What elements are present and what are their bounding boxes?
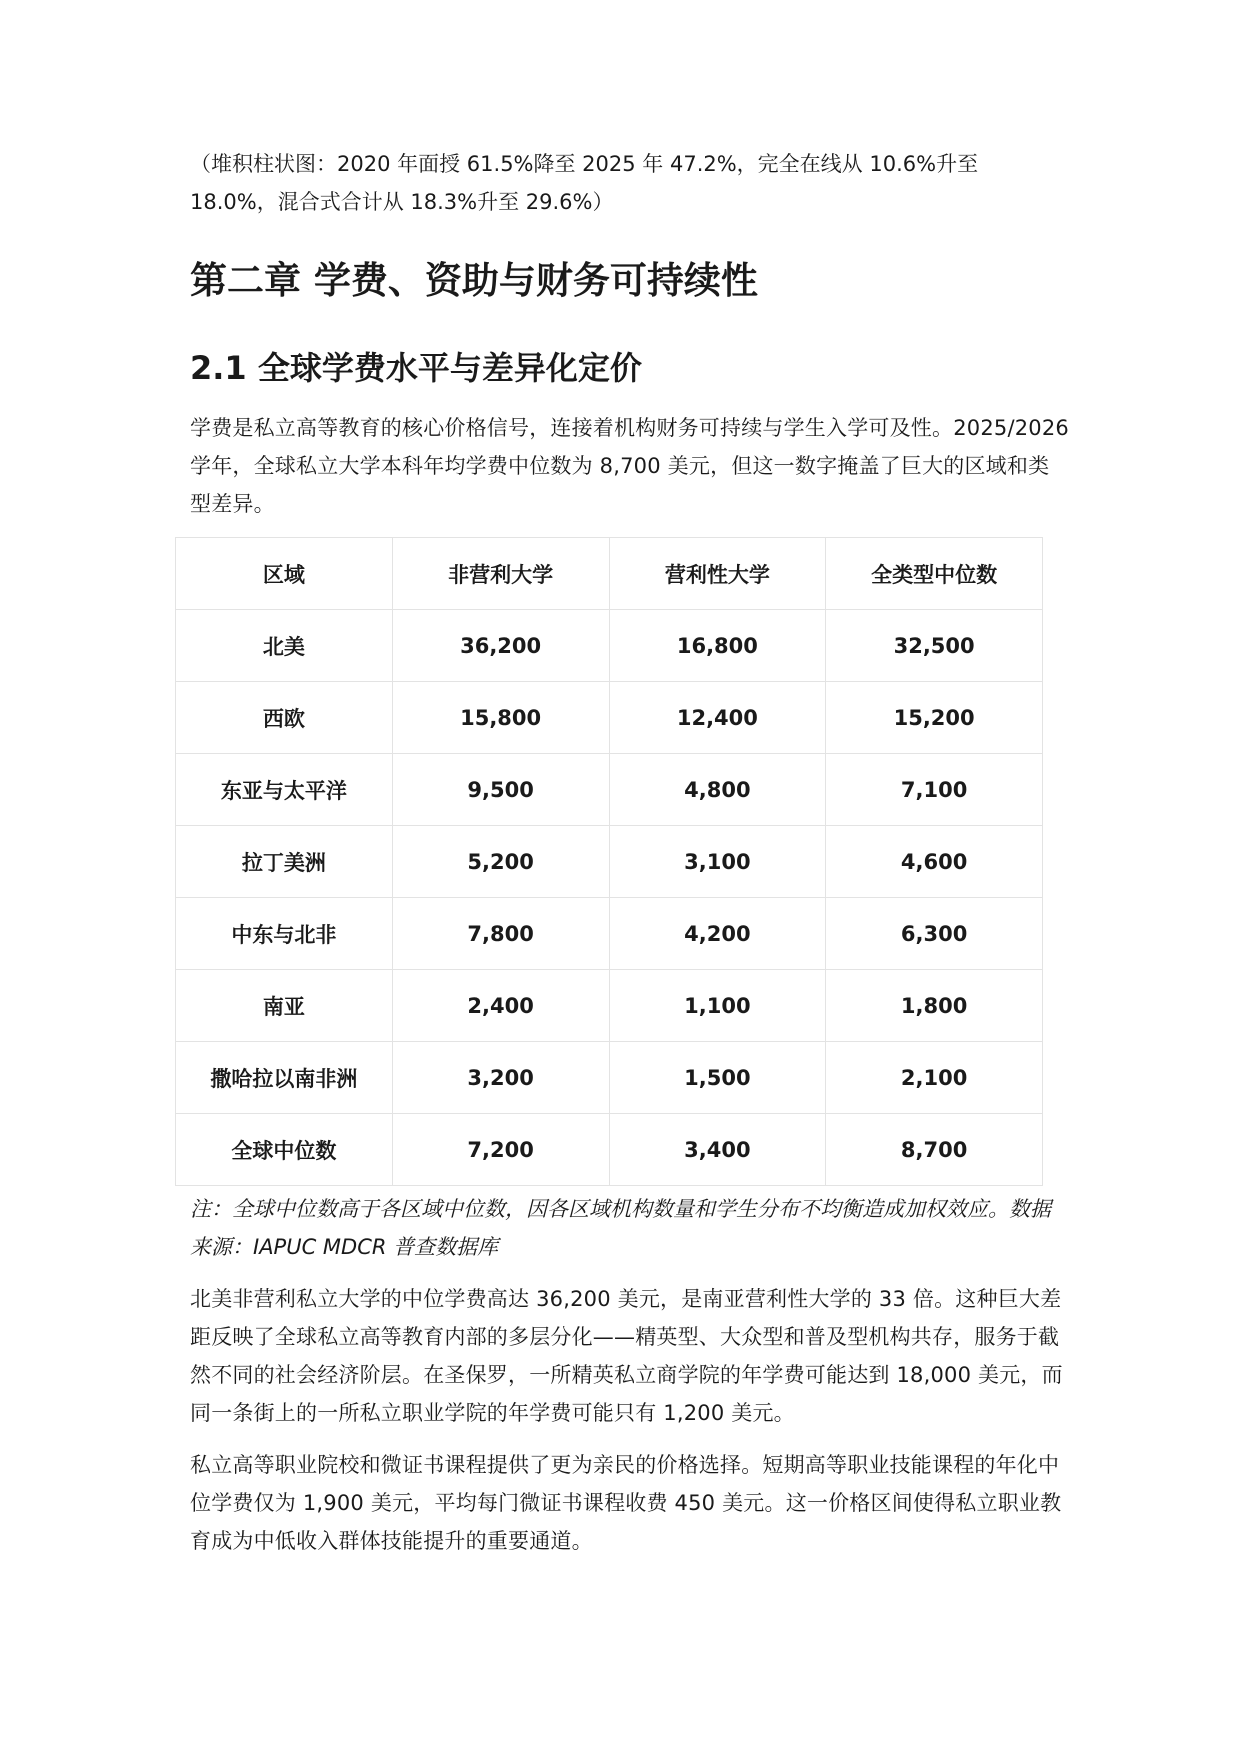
table-cell-median: 8,700 xyxy=(826,1114,1043,1186)
table-header-row xyxy=(176,538,1043,610)
table-cell-nonprofit: 15,800 xyxy=(392,682,609,754)
table-row xyxy=(176,682,1043,754)
table-row xyxy=(176,970,1043,1042)
table-header-cell: 非营利大学 xyxy=(392,538,609,610)
table-cell-nonprofit: 3,200 xyxy=(392,1042,609,1114)
table-cell-forprofit: 1,500 xyxy=(609,1042,826,1114)
table-cell-region: 拉丁美洲 xyxy=(176,826,393,898)
table-cell-region: 北美 xyxy=(176,610,393,682)
table-cell-nonprofit: 7,800 xyxy=(392,898,609,970)
table-cell-median: 15,200 xyxy=(826,682,1043,754)
table-row xyxy=(176,1114,1043,1186)
table-cell-median: 1,800 xyxy=(826,970,1043,1042)
table-row xyxy=(176,754,1043,826)
intro-paragraph: 学费是私立高等教育的核心价格信号，连接着机构财务可持续与学生入学可及性。2025/2026 学年，全球私立大学本科年均学费中位数为 8,700 美元，但这一数字掩盖了巨大的区域和类型差异。 xyxy=(190,416,1069,516)
table-cell-median: 7,100 xyxy=(826,754,1043,826)
table-cell-forprofit: 3,400 xyxy=(609,1114,826,1186)
table-cell-nonprofit: 7,200 xyxy=(392,1114,609,1186)
table-cell-forprofit: 12,400 xyxy=(609,682,826,754)
table-cell-median: 6,300 xyxy=(826,898,1043,970)
table-cell-nonprofit: 2,400 xyxy=(392,970,609,1042)
table-cell-median: 32,500 xyxy=(826,610,1043,682)
table-cell-nonprofit: 36,200 xyxy=(392,610,609,682)
chart-caption-note: （堆积柱状图：2020 年面授 61.5%降至 2025 年 47.2%，完全在线从 10.6%升至 18.0%，混合式合计从 18.3%升至 29.6%） xyxy=(190,152,979,214)
section-title: 2.1 全球学费水平与差异化定价 xyxy=(190,349,642,387)
table-row xyxy=(176,1042,1043,1114)
table-row xyxy=(176,826,1043,898)
table-cell-median: 4,600 xyxy=(826,826,1043,898)
table-cell-region: 中东与北非 xyxy=(176,898,393,970)
tuition-table xyxy=(175,537,1043,1186)
chapter-title: 第二章 学费、资助与财务可持续性 xyxy=(190,259,758,302)
table-cell-region: 东亚与太平洋 xyxy=(176,754,393,826)
table-cell-region: 撒哈拉以南非洲 xyxy=(176,1042,393,1114)
table-header-cell: 营利性大学 xyxy=(609,538,826,610)
body-paragraph: 北美非营利私立大学的中位学费高达 36,200 美元，是南亚营利性大学的 33 倍。这种巨大差距反映了全球私立高等教育内部的多层分化——精英型、大众型和普及型机构共存，服务于截然不同的社会经济阶层。在圣保罗，一所精英私立商学院的年学费可能达到 18,000 美元，而同一条街上的一所私立职业学院的年学费可能只有 1,200 美元。 xyxy=(190,1287,1063,1425)
table-cell-region: 南亚 xyxy=(176,970,393,1042)
table-cell-forprofit: 4,800 xyxy=(609,754,826,826)
table-cell-forprofit: 3,100 xyxy=(609,826,826,898)
table-cell-forprofit: 16,800 xyxy=(609,610,826,682)
table-cell-region: 全球中位数 xyxy=(176,1114,393,1186)
table-cell-median: 2,100 xyxy=(826,1042,1043,1114)
table-cell-nonprofit: 9,500 xyxy=(392,754,609,826)
table-cell-nonprofit: 5,200 xyxy=(392,826,609,898)
table-row xyxy=(176,898,1043,970)
tuition-table-container xyxy=(175,537,1043,1186)
table-cell-forprofit: 4,200 xyxy=(609,898,826,970)
table-header-cell: 区域 xyxy=(176,538,393,610)
table-cell-region: 西欧 xyxy=(176,682,393,754)
table-header-cell: 全类型中位数 xyxy=(826,538,1043,610)
table-row xyxy=(176,610,1043,682)
page-content xyxy=(190,145,1070,1574)
body-paragraph: 私立高等职业院校和微证书课程提供了更为亲民的价格选择。短期高等职业技能课程的年化中位学费仅为 1,900 美元，平均每门微证书课程收费 450 美元。这一价格区间使得私立职业教育成为中低收入群体技能提升的重要通道。 xyxy=(190,1453,1062,1553)
table-note: 注：全球中位数高于各区域中位数，因各区域机构数量和学生分布不均衡造成加权效应。数据来源：IAPUC MDCR 普查数据库 xyxy=(190,1197,1051,1259)
table-cell-forprofit: 1,100 xyxy=(609,970,826,1042)
